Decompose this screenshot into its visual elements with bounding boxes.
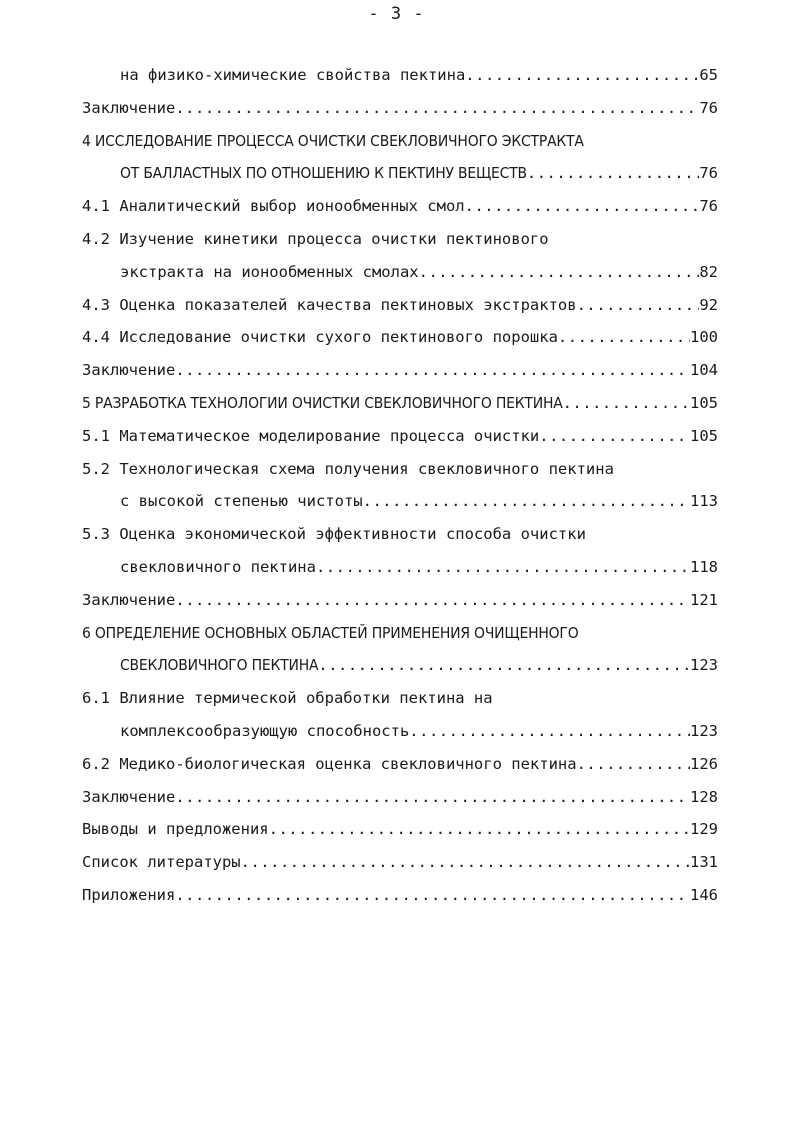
toc-leader-dots: [175, 361, 690, 379]
toc-entry-title: 6.2 Медико-биологическая оценка свекловичного пектина: [82, 754, 577, 773]
toc-entry-title: экстракта на ионообменных смолах: [120, 262, 419, 281]
toc-entry: [82, 820, 718, 853]
toc-page-number: 105: [690, 393, 718, 412]
toc-entry: [82, 263, 718, 296]
toc-entry-title: на физико-химические свойства пектина: [120, 66, 466, 84]
toc-entry-title: 6 ОПРЕДЕЛЕНИЕ ОСНОВНЫХ ОБЛАСТЕЙ ПРИМЕНЕНИЯ ОЧИЩЕННОГО: [82, 623, 579, 642]
toc-leader-dots: [409, 722, 690, 740]
toc-entry-title: Заключение: [82, 98, 176, 117]
toc-page-number: 76: [699, 164, 718, 183]
toc-leader-dots: [465, 66, 699, 84]
toc-page-number: 131: [690, 853, 718, 872]
toc-entry-title: Приложения: [82, 885, 176, 904]
toc-entry: [82, 788, 718, 821]
toc-leader-dots: [465, 197, 700, 215]
toc-leader-dots: [577, 296, 700, 314]
toc-leader-dots: [539, 427, 690, 445]
toc-entry: [82, 460, 718, 493]
toc-page-number: 128: [690, 787, 718, 806]
toc-entry: [82, 722, 718, 755]
toc-page-number: 82: [699, 262, 718, 281]
toc-page-number: 92: [699, 295, 718, 314]
toc-entry-title: СВЕКЛОВИЧНОГО ПЕКТИНА: [120, 656, 319, 675]
toc-leader-dots: [558, 328, 690, 346]
toc-entry-title: Выводы и предложения: [82, 820, 269, 839]
toc-entry: [82, 230, 718, 263]
toc-entry-title: 4 ИССЛЕДОВАНИЕ ПРОЦЕССА ОЧИСТКИ СВЕКЛОВИЧНОГО ЭКСТРАКТА: [82, 131, 584, 150]
toc-page-number: 129: [690, 820, 718, 839]
toc-entry: [82, 492, 718, 525]
toc-entry: [82, 296, 718, 329]
toc-entry: [82, 132, 718, 165]
table-of-contents: [82, 66, 718, 919]
toc-entry: [82, 164, 718, 197]
toc-entry: [82, 99, 718, 132]
toc-entry: [82, 525, 718, 558]
toc-entry-title: ОТ БАЛЛАСТНЫХ ПО ОТНОШЕНИЮ К ПЕКТИНУ ВЕЩЕСТВ: [120, 164, 527, 183]
toc-leader-dots: [175, 788, 690, 806]
toc-page-number: 76: [699, 197, 718, 216]
toc-leader-dots: [175, 591, 690, 609]
toc-page-number: 118: [690, 557, 718, 576]
toc-entry: [82, 197, 718, 230]
toc-page-number: 100: [690, 328, 718, 347]
toc-entry: [82, 394, 718, 427]
toc-entry: [82, 591, 718, 624]
toc-entry: [82, 656, 718, 689]
toc-entry: [82, 886, 718, 919]
toc-leader-dots: [316, 558, 690, 576]
toc-leader-dots: [363, 492, 690, 510]
toc-leader-dots: [419, 263, 700, 281]
toc-leader-dots: [577, 755, 690, 773]
toc-entry-title: 6.1 Влияние термической обработки пектина на: [82, 689, 493, 708]
toc-entry-title: комплексообразующую способность: [120, 721, 410, 740]
toc-entry: [82, 361, 718, 394]
toc-page-number: 121: [690, 590, 718, 609]
toc-entry: [82, 558, 718, 591]
toc-leader-dots: [563, 394, 690, 412]
toc-page-number: 105: [690, 426, 718, 445]
toc-leader-dots: [175, 886, 690, 904]
toc-leader-dots: [527, 164, 699, 182]
toc-entry-title: 5.2 Технологическая схема получения свекловичного пектина: [82, 459, 614, 478]
toc-page-number: 123: [690, 721, 718, 740]
toc-page-number: 146: [690, 885, 718, 904]
toc-entry: [82, 328, 718, 361]
toc-entry: [82, 624, 718, 657]
toc-entry-title: с высокой степенью чистоты: [120, 492, 363, 511]
toc-entry: [82, 427, 718, 460]
toc-entry: [82, 853, 718, 886]
toc-leader-dots: [241, 853, 690, 871]
toc-entry-title: свекловичного пектина: [120, 557, 316, 576]
toc-page-number: 123: [690, 656, 718, 675]
toc-leader-dots: [269, 820, 690, 838]
toc-entry-title: 5.3 Оценка экономической эффективности способа очистки: [82, 525, 586, 544]
toc-entry-title: Заключение: [82, 361, 176, 380]
toc-entry-title: 4.4 Исследование очистки сухого пектинового порошка: [82, 328, 558, 347]
toc-entry-title: 4.3 Оценка показателей качества пектиновых экстрактов: [82, 295, 577, 314]
toc-entry-title: 4.2 Изучение кинетики процесса очистки пектинового: [82, 229, 549, 248]
toc-entry-title: Заключение: [82, 787, 176, 806]
toc-entry: [82, 755, 718, 788]
toc-leader-dots: [318, 656, 690, 674]
toc-page-number: 76: [699, 98, 718, 117]
toc-entry-title: 5.1 Математическое моделирование процесса очистки: [82, 426, 540, 445]
toc-entry-title: Заключение: [82, 590, 176, 609]
toc-page-number: 65: [699, 66, 718, 84]
toc-page-number: 113: [690, 492, 718, 511]
toc-page-number: 126: [690, 754, 718, 773]
toc-entry: [82, 66, 718, 99]
toc-entry-title: 5 РАЗРАБОТКА ТЕХНОЛОГИИ ОЧИСТКИ СВЕКЛОВИЧНОГО ПЕКТИНА: [82, 393, 563, 412]
toc-entry-title: 4.1 Аналитический выбор ионообменных смол: [82, 197, 465, 216]
toc-entry-title: Список литературы: [82, 853, 241, 872]
toc-leader-dots: [175, 99, 699, 117]
page-number: - 3 -: [368, 4, 425, 24]
toc-entry: [82, 689, 718, 722]
toc-page-number: 104: [690, 361, 718, 380]
